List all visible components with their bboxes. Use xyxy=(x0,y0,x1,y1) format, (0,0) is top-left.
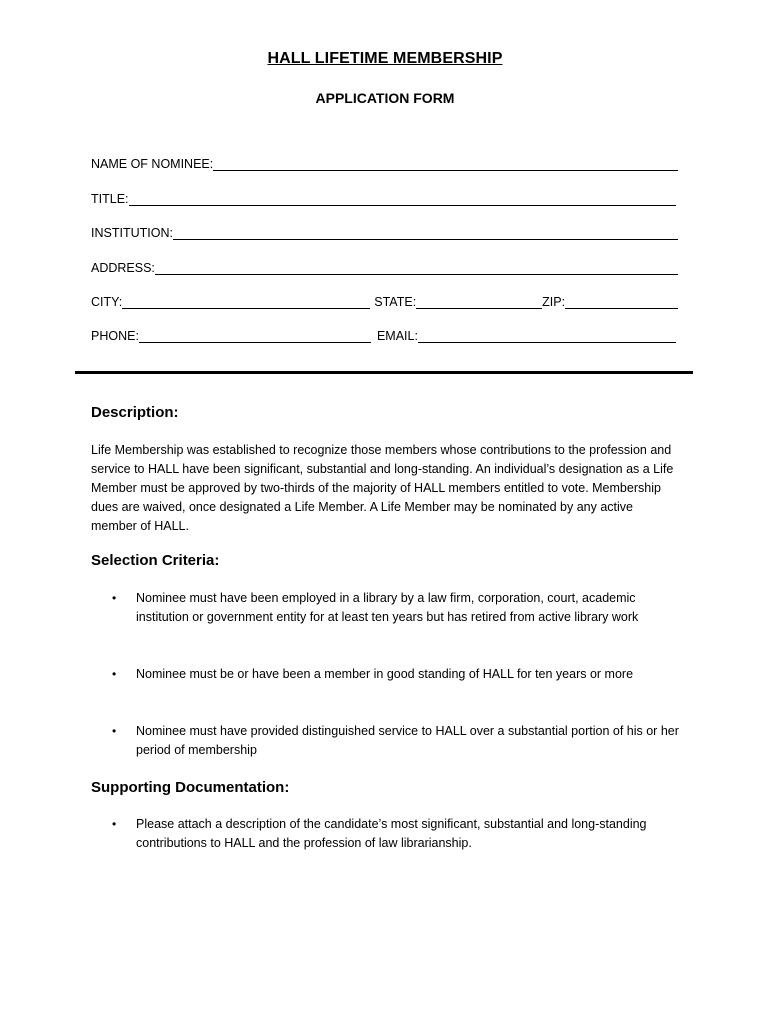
form-subtitle: APPLICATION FORM xyxy=(315,90,455,106)
description-heading: Description: xyxy=(91,404,179,421)
city-line[interactable] xyxy=(122,294,370,309)
email-label: EMAIL: xyxy=(376,329,418,343)
state-line[interactable] xyxy=(416,294,542,309)
bullet-icon: • xyxy=(112,724,117,738)
bullet-icon: • xyxy=(112,667,117,681)
name-of-nominee-line[interactable] xyxy=(213,156,678,171)
name-of-nominee-label: NAME OF NOMINEE: xyxy=(91,157,214,171)
institution-label: INSTITUTION: xyxy=(91,226,173,240)
criteria-item-text: Nominee must be or have been a member in good standing of HALL for ten years or more xyxy=(136,667,634,681)
phone-line[interactable] xyxy=(139,328,371,343)
zip-line[interactable] xyxy=(565,294,678,309)
address-label: ADDRESS: xyxy=(91,261,155,275)
section-divider xyxy=(75,371,693,374)
bullet-icon: • xyxy=(112,817,117,831)
zip-label: ZIP: xyxy=(542,295,566,309)
form-title: HALL LIFETIME MEMBERSHIP xyxy=(267,50,503,67)
city-label: CITY: xyxy=(91,295,123,309)
title-line[interactable] xyxy=(129,191,676,206)
supporting-documentation-heading: Supporting Documentation: xyxy=(91,779,290,796)
bullet-icon: • xyxy=(112,591,117,605)
email-line[interactable] xyxy=(418,328,676,343)
description-text: Life Membership was established to recognize those members whose contributions to the profession and service to HALL have been significant, substantial and long-standing. An individual’s designation as a Life Member must be approved by two-thirds of the majority of HALL members entitled to vote. Membership dues are waived, once designated a Life Member. A Life Member may be nominated by any active member of HALL. xyxy=(91,443,674,533)
title-label: TITLE: xyxy=(91,192,129,206)
institution-row xyxy=(91,222,678,240)
address-row xyxy=(91,257,678,275)
title-row xyxy=(91,188,676,206)
documentation-item-text: Please attach a description of the candidate’s most significant, substantial and long-standing contributions to HALL and the profession of law librarianship. xyxy=(136,817,647,850)
criteria-item-text: Nominee must have provided distinguished service to HALL over a substantial portion of his or her period of membership xyxy=(136,724,679,757)
selection-criteria-heading: Selection Criteria: xyxy=(91,552,220,569)
institution-line[interactable] xyxy=(173,225,678,240)
phone-email-row xyxy=(91,325,676,343)
address-line[interactable] xyxy=(155,260,678,275)
name-of-nominee-row xyxy=(91,153,678,171)
city-state-zip-row xyxy=(91,291,678,309)
criteria-item-text: Nominee must have been employed in a library by a law firm, corporation, court, academic institution or government entity for at least ten years but has retired from active library work xyxy=(136,591,639,624)
phone-label: PHONE: xyxy=(91,329,139,343)
state-label: STATE: xyxy=(374,295,417,309)
